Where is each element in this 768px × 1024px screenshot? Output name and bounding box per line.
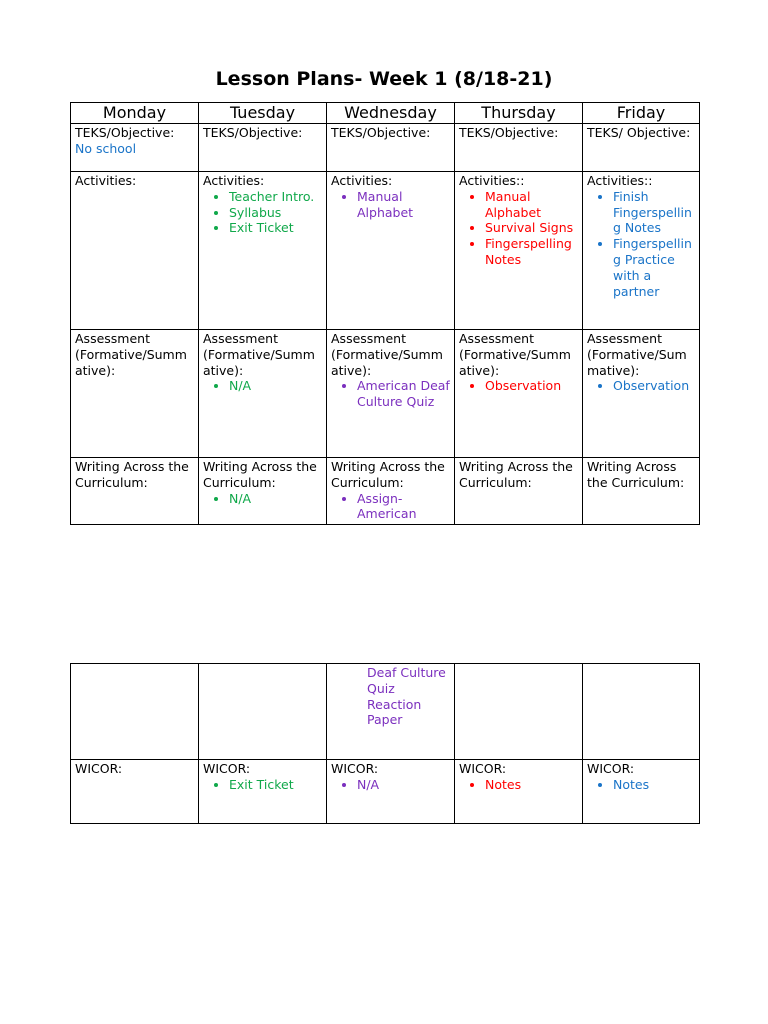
activities-label: Activities:: — [587, 173, 653, 188]
wicor-label: WICOR: — [459, 761, 507, 776]
day-header-monday: Monday — [71, 103, 199, 124]
writing-label: Writing Across the Curriculum: — [75, 459, 189, 490]
teks-cell-monday — [71, 124, 199, 172]
wicor-label: WICOR: — [203, 761, 251, 776]
assessment-list — [587, 378, 695, 394]
assessment-label: Assessment (Formative/Summative): — [587, 331, 687, 378]
writing-label: Writing Across the Curriculum: — [587, 459, 685, 490]
writing-cell-friday — [583, 458, 700, 525]
list-item: • Manual Alphabet — [485, 189, 578, 221]
list-item: • Fingerspelling Practice with a partner — [613, 236, 695, 299]
activities-list — [587, 189, 695, 300]
writing-cont-cell-tuesday — [199, 664, 327, 760]
writing-cont-cell-friday — [583, 664, 700, 760]
activities-cell-wednesday — [327, 172, 455, 330]
wicor-cell-wednesday — [327, 760, 455, 824]
writing-cell-wednesday — [327, 458, 455, 525]
writing-cont-cell-thursday — [455, 664, 583, 760]
teks-label: TEKS/Objective: — [331, 125, 431, 140]
writing-cont-cell-monday — [71, 664, 199, 760]
lesson-plan-table-continued — [70, 663, 700, 824]
assessment-label: Assessment (Formative/Summative): — [331, 331, 443, 378]
list-item: • Notes — [613, 777, 695, 793]
assessment-cell-tuesday — [199, 330, 327, 458]
writing-list — [203, 491, 322, 507]
list-item: • Manual Alphabet — [357, 189, 450, 221]
wicor-list — [459, 777, 578, 793]
activities-label: Activities:: — [459, 173, 525, 188]
assessment-cell-monday — [71, 330, 199, 458]
writing-row-continued — [71, 664, 700, 760]
wicor-cell-friday — [583, 760, 700, 824]
assessment-cell-wednesday — [327, 330, 455, 458]
list-item: • Observation — [613, 378, 695, 394]
assessment-cell-friday — [583, 330, 700, 458]
assessment-cell-thursday — [455, 330, 583, 458]
writing-label: Writing Across the Curriculum: — [331, 459, 445, 490]
teks-label: TEKS/Objective: — [203, 125, 303, 140]
day-header-friday: Friday — [583, 103, 700, 124]
teks-label: TEKS/Objective: — [459, 125, 559, 140]
assessment-label: Assessment (Formative/Summative): — [75, 331, 187, 378]
list-item: • N/A — [229, 378, 322, 394]
day-header-thursday: Thursday — [455, 103, 583, 124]
assessment-label: Assessment (Formative/Summative): — [459, 331, 571, 378]
list-item: • Notes — [485, 777, 578, 793]
list-item: • N/A — [229, 491, 322, 507]
activities-cell-monday — [71, 172, 199, 330]
wicor-cell-monday — [71, 760, 199, 824]
wicor-row — [71, 760, 700, 824]
activities-cell-tuesday — [199, 172, 327, 330]
list-item: • Syllabus — [229, 205, 322, 221]
activities-row — [71, 172, 700, 330]
writing-row — [71, 458, 700, 525]
teks-cell-thursday — [455, 124, 583, 172]
list-item: • N/A — [357, 777, 450, 793]
writing-cell-tuesday — [199, 458, 327, 525]
teks-cell-tuesday — [199, 124, 327, 172]
wicor-label: WICOR: — [587, 761, 635, 776]
list-item: • American Deaf Culture Quiz — [357, 378, 450, 410]
assessment-list — [331, 378, 450, 410]
wicor-list — [203, 777, 322, 793]
teks-label: TEKS/Objective: — [75, 125, 175, 140]
activities-cell-thursday — [455, 172, 583, 330]
wicor-list — [587, 777, 695, 793]
teks-cell-wednesday — [327, 124, 455, 172]
activities-label: Activities: — [75, 173, 137, 188]
day-header-row — [71, 103, 700, 124]
day-header-wednesday: Wednesday — [327, 103, 455, 124]
list-item: • Assign- American — [357, 491, 450, 523]
activities-list — [331, 189, 450, 221]
assessment-list — [203, 378, 322, 394]
wicor-label: WICOR: — [331, 761, 379, 776]
wicor-cell-thursday — [455, 760, 583, 824]
writing-continued-text: Deaf Culture Quiz Reaction Paper — [367, 665, 446, 728]
writing-label: Writing Across the Curriculum: — [459, 459, 573, 490]
teks-label: TEKS/ Objective: — [587, 125, 691, 140]
assessment-label: Assessment (Formative/Summative): — [203, 331, 315, 378]
list-item: • Teacher Intro. — [229, 189, 322, 205]
day-header-tuesday: Tuesday — [199, 103, 327, 124]
teks-cell-friday — [583, 124, 700, 172]
activities-list — [203, 189, 322, 236]
teks-row — [71, 124, 700, 172]
wicor-cell-tuesday — [199, 760, 327, 824]
assessment-list — [459, 378, 578, 394]
activities-list — [459, 189, 578, 268]
writing-label: Writing Across the Curriculum: — [203, 459, 317, 490]
wicor-list — [331, 777, 450, 793]
activities-label: Activities: — [331, 173, 393, 188]
page-title: Lesson Plans- Week 1 (8/18-21) — [215, 68, 553, 90]
no-school-note: No school — [75, 140, 137, 156]
writing-list — [331, 491, 450, 523]
list-item: • Finish Fingerspelling Notes — [613, 189, 695, 236]
writing-cell-monday — [71, 458, 199, 525]
writing-cont-cell-wednesday — [327, 664, 455, 760]
list-item: • Exit Ticket — [229, 777, 322, 793]
assessment-row — [71, 330, 700, 458]
activities-cell-friday — [583, 172, 700, 330]
list-item: • Observation — [485, 378, 578, 394]
writing-cell-thursday — [455, 458, 583, 525]
list-item: • Fingerspelling Notes — [485, 236, 578, 268]
lesson-plan-table — [70, 102, 700, 525]
activities-label: Activities: — [203, 173, 265, 188]
list-item: • Survival Signs — [485, 220, 578, 236]
list-item: • Exit Ticket — [229, 220, 322, 236]
wicor-label: WICOR: — [75, 761, 123, 776]
